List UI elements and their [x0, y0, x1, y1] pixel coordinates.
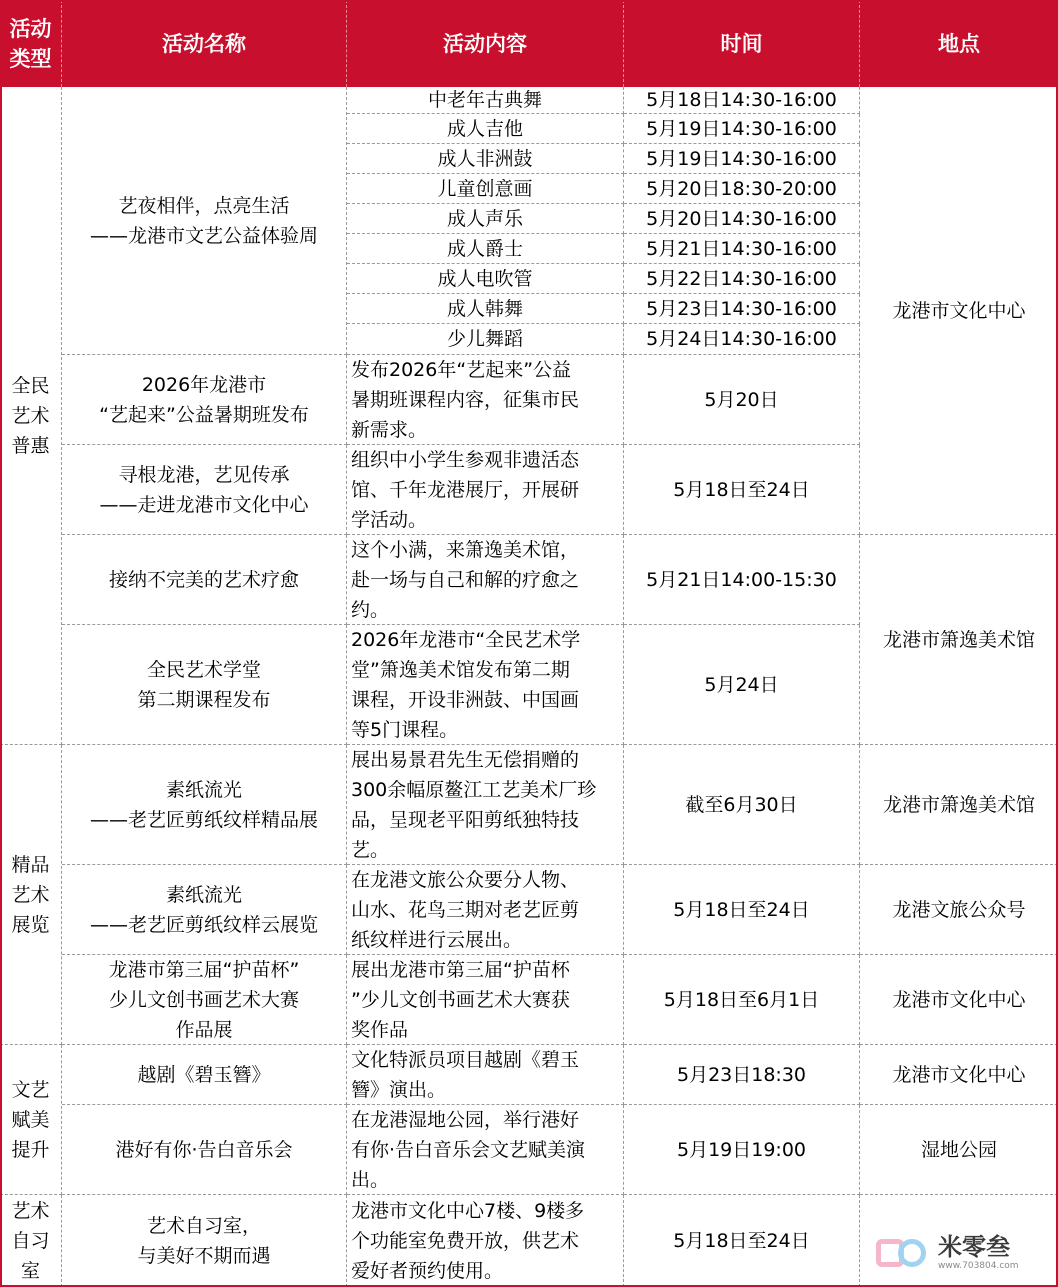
sub-activity-time: 5月19日14:30-16:00 — [624, 144, 860, 174]
activity-name: 艺夜相伴，点亮生活 ——龙港市文艺公益体验周 — [62, 87, 347, 355]
activity-name: 寻根龙港，艺见传承 ——走进龙港市文化中心 — [62, 445, 347, 535]
watermark-title: 米零叁 — [938, 1233, 1010, 1261]
activity-time: 5月24日 — [624, 625, 860, 745]
activity-time: 5月23日18:30 — [624, 1045, 860, 1105]
activity-place: 龙港市箫逸美术馆 — [860, 745, 1058, 865]
activity-time: 5月21日14:00-15:30 — [624, 535, 860, 625]
activity-name: 全民艺术学堂 第二期课程发布 — [62, 625, 347, 745]
sub-activity-time: 5月18日14:30-16:00 — [624, 87, 860, 114]
category-cell: 全民 艺术 普惠 — [0, 87, 62, 745]
activity-content: 展出易景君先生无偿捐赠的 300余幅原鳌江工艺美术厂珍 品，呈现老平阳剪纸独特技 艺。 — [347, 745, 624, 865]
category-cell: 文艺 赋美 提升 — [0, 1045, 62, 1195]
category-cell: 艺术 自习 室 — [0, 1195, 62, 1287]
activity-content: 这个小满，来箫逸美术馆， 赴一场与自己和解的疗愈之 约。 — [347, 535, 624, 625]
activity-name: 越剧《碧玉簪》 — [62, 1045, 347, 1105]
activity-name: 接纳不完美的艺术疗愈 — [62, 535, 347, 625]
activity-content: 发布2026年“艺起来”公益 暑期班课程内容，征集市民 新需求。 — [347, 355, 624, 445]
activity-time: 5月18日至24日 — [624, 1195, 860, 1287]
activity-content: 龙港市文化中心7楼、9楼多 个功能室免费开放，供艺术 爱好者预约使用。 — [347, 1195, 624, 1287]
activity-time: 5月18日至24日 — [624, 445, 860, 535]
activity-time: 5月18日至6月1日 — [624, 955, 860, 1045]
header-place: 地点 — [860, 0, 1058, 87]
activity-content: 在龙港文旅公众要分人物、 山水、花鸟三期对老艺匠剪 纸纹样进行云展出。 — [347, 865, 624, 955]
sub-activity: 成人吉他 — [347, 114, 624, 144]
watermark-logo-icon — [876, 1233, 932, 1273]
activity-name: 素纸流光 ——老艺匠剪纸纹样精品展 — [62, 745, 347, 865]
sub-activity: 中老年古典舞 — [347, 87, 624, 114]
activity-place: 龙港市文化中心 — [860, 1045, 1058, 1105]
activity-content: 文化特派员项目越剧《碧玉 簪》演出。 — [347, 1045, 624, 1105]
sub-activity-time: 5月20日18:30-20:00 — [624, 174, 860, 204]
watermark-url: www.703804.com — [938, 1261, 1019, 1271]
activity-place: 湿地公园 — [860, 1105, 1058, 1195]
place-merged: 龙港市箫逸美术馆 — [860, 535, 1058, 745]
activity-name: 艺术自习室， 与美好不期而遇 — [62, 1195, 347, 1287]
sub-activity-time: 5月23日14:30-16:00 — [624, 294, 860, 324]
sub-activity-time: 5月20日14:30-16:00 — [624, 204, 860, 234]
activity-name: 龙港市第三届“护苗杯” 少儿文创书画艺术大赛 作品展 — [62, 955, 347, 1045]
activity-time: 截至6月30日 — [624, 745, 860, 865]
sub-activity: 儿童创意画 — [347, 174, 624, 204]
sub-activity: 少儿舞蹈 — [347, 324, 624, 355]
activity-name: 2026年龙港市 “艺起来”公益暑期班发布 — [62, 355, 347, 445]
activity-content: 展出龙港市第三届“护苗杯 ”少儿文创书画艺术大赛获 奖作品 — [347, 955, 624, 1045]
activity-name: 港好有你·告白音乐会 — [62, 1105, 347, 1195]
sub-activity-time: 5月21日14:30-16:00 — [624, 234, 860, 264]
header-content: 活动内容 — [347, 0, 624, 87]
activity-name: 素纸流光 ——老艺匠剪纸纹样云展览 — [62, 865, 347, 955]
header-name: 活动名称 — [62, 0, 347, 87]
watermark — [876, 1227, 1046, 1279]
sub-activity-time: 5月24日14:30-16:00 — [624, 324, 860, 355]
sub-activity-time: 5月19日14:30-16:00 — [624, 114, 860, 144]
activity-time: 5月18日至24日 — [624, 865, 860, 955]
sub-activity: 成人声乐 — [347, 204, 624, 234]
activity-content: 组织中小学生参观非遗活态 馆、千年龙港展厅，开展研 学活动。 — [347, 445, 624, 535]
activity-content: 2026年龙港市“全民艺术学 堂”箫逸美术馆发布第二期 课程，开设非洲鼓、中国画 等5门课程。 — [347, 625, 624, 745]
sub-activity: 成人爵士 — [347, 234, 624, 264]
activity-place: 龙港市文化中心 — [860, 955, 1058, 1045]
activity-content: 在龙港湿地公园，举行港好 有你·告白音乐会文艺赋美演 出。 — [347, 1105, 624, 1195]
activity-time: 5月20日 — [624, 355, 860, 445]
sub-activity: 成人非洲鼓 — [347, 144, 624, 174]
activity-place: 龙港文旅公众号 — [860, 865, 1058, 955]
sub-activity: 成人电吹管 — [347, 264, 624, 294]
header-time: 时间 — [624, 0, 860, 87]
header-type: 活动 类型 — [0, 0, 62, 87]
activity-time: 5月19日19:00 — [624, 1105, 860, 1195]
sub-activity-time: 5月22日14:30-16:00 — [624, 264, 860, 294]
category-cell: 精品 艺术 展览 — [0, 745, 62, 1045]
sub-activity: 成人韩舞 — [347, 294, 624, 324]
place-merged: 龙港市文化中心 — [860, 87, 1058, 535]
